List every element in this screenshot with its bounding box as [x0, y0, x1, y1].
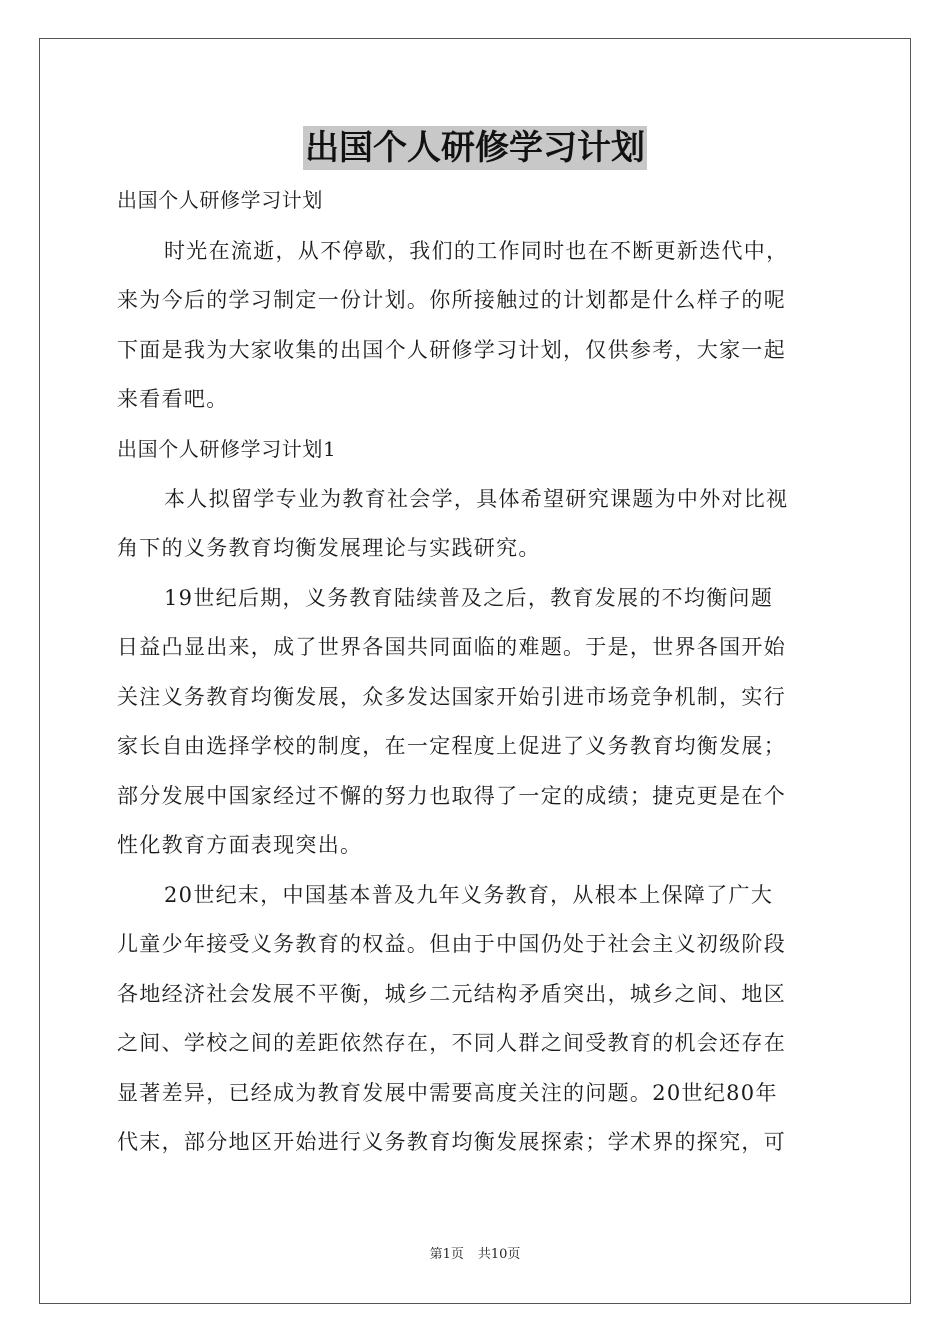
intro-line: 来看看吧。 [117, 387, 229, 411]
section-heading: 出国个人研修学习计划1 [117, 437, 337, 461]
intro-line: 下面是我为大家收集的出国个人研修学习计划，仅供参考，大家一起 [117, 338, 786, 362]
paragraph-line: 显著差异，已经成为教育发展中需要高度关注的问题。20世纪80年 [117, 1081, 778, 1105]
paragraph-line: 性化教育方面表现突出。 [117, 833, 363, 857]
page-number: 第1页 [429, 1247, 464, 1262]
paragraph-line: 儿童少年接受义务教育的权益。但由于中国仍处于社会主义初级阶段 [117, 932, 786, 956]
page-footer [0, 1246, 950, 1264]
page-border [39, 38, 911, 1304]
paragraph-line: 代末，部分地区开始进行义务教育均衡发展探索；学术界的探究，可 [117, 1130, 786, 1154]
paragraph-line: 角下的义务教育均衡发展理论与实践研究。 [117, 536, 541, 560]
paragraph-line: 日益凸显出来，成了世界各国共同面临的难题。于是，世界各国开始 [117, 635, 786, 659]
paragraph-line: 19世纪后期，义务教育陆续普及之后，教育发展的不均衡问题 [164, 586, 774, 610]
intro-line: 时光在流逝，从不停歇，我们的工作同时也在不断更新迭代中， [164, 239, 789, 263]
paragraph-line: 之间、学校之间的差距依然存在，不同人群之间受教育的机会还存在 [117, 1031, 786, 1055]
paragraph-line: 各地经济社会发展不平衡，城乡二元结构矛盾突出，城乡之间、地区 [117, 982, 786, 1006]
paragraph-line: 部分发展中国家经过不懈的努力也取得了一定的成绩；捷克更是在个 [117, 784, 786, 808]
paragraph-line: 20世纪末，中国基本普及九年义务教育，从根本上保障了广大 [164, 883, 774, 907]
document-subtitle: 出国个人研修学习计划 [117, 188, 323, 212]
page-total: 共10页 [477, 1247, 521, 1262]
title-block [0, 126, 950, 170]
intro-line: 来为今后的学习制定一份计划。你所接触过的计划都是什么样子的呢 [117, 288, 786, 312]
paragraph-line: 家长自由选择学校的制度，在一定程度上促进了义务教育均衡发展； [117, 734, 786, 758]
paragraph-line: 本人拟留学专业为教育社会学，具体希望研究课题为中外对比视 [164, 487, 789, 511]
document-title: 出国个人研修学习计划 [305, 128, 645, 168]
paragraph-line: 关注义务教育均衡发展，众多发达国家开始引进市场竞争机制，实行 [117, 685, 786, 709]
